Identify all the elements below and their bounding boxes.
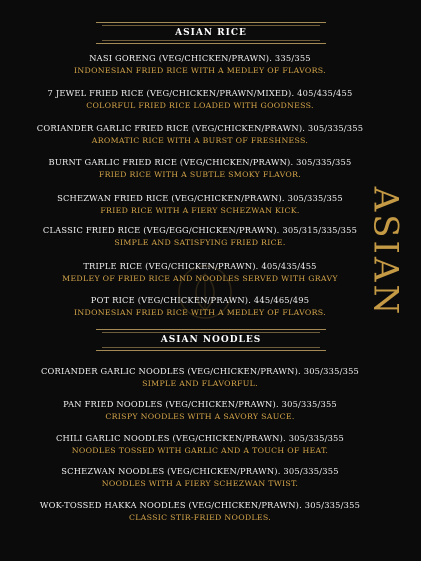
menu-item-name: WOK-TOSSED HAKKA NOODLES (VEG/CHICKEN/PRAWN). 305/335/355 (39, 500, 361, 510)
menu-item (0, 193, 400, 216)
menu-item-name: SCHEZWAN FRIED RICE (VEG/CHICKEN/PRAWN). 305/335/355 (57, 193, 343, 203)
menu-item-description: INDONESIAN FRIED RICE WITH A MEDLEY OF FLAVORS. (74, 308, 326, 317)
menu-item-description: COLORFUL FRIED RICE LOADED WITH GOODNESS. (86, 101, 314, 110)
menu-item (0, 295, 400, 318)
menu-item (0, 261, 400, 284)
menu-item-name: BURNT GARLIC FRIED RICE (VEG/CHICKEN/PRAWN). 305/335/355 (48, 157, 352, 167)
menu-item (0, 399, 400, 422)
menu-item-name: CLASSIC FRIED RICE (VEG/EGG/CHICKEN/PRAWN). 305/315/335/355 (42, 225, 358, 235)
menu-item-name: CORIANDER GARLIC NOODLES (VEG/CHICKEN/PRAWN). 305/335/355 (40, 366, 360, 376)
section-header-asian-rice (96, 22, 326, 44)
menu-item (0, 366, 400, 389)
menu-item-description: CLASSIC STIR-FRIED NOODLES. (128, 513, 272, 522)
menu-item-name: PAN FRIED NOODLES (VEG/CHICKEN/PRAWN). 305/335/355 (63, 399, 337, 409)
menu-item (0, 500, 400, 523)
menu-item-description: SIMPLE AND SATISFYING FRIED RICE. (114, 238, 286, 247)
divider (96, 43, 326, 44)
menu-item (0, 157, 400, 180)
menu-item-name: NASI GORENG (VEG/CHICKEN/PRAWN). 335/355 (89, 53, 311, 63)
menu-item (0, 466, 400, 489)
menu-item (0, 123, 400, 146)
side-title-text: ASIAN (365, 186, 405, 318)
menu-item-name: CHILI GARLIC NOODLES (VEG/CHICKEN/PRAWN). 305/335/355 (55, 433, 345, 443)
menu-item-description: FRIED RICE WITH A FIERY SCHEZWAN KICK. (100, 206, 300, 215)
menu-item-description: NOODLES WITH A FIERY SCHEZWAN TWIST. (101, 479, 299, 488)
divider (96, 350, 326, 351)
menu-item-name: TRIPLE RICE (VEG/CHICKEN/PRAWN). 405/435/455 (83, 261, 317, 271)
section-header-asian-noodles (96, 329, 326, 351)
menu-item-name: 7 JEWEL FRIED RICE (VEG/CHICKEN/PRAWN/MIXED). 405/435/455 (47, 88, 353, 98)
menu-item (0, 433, 400, 456)
menu-item-description: CRISPY NOODLES WITH A SAVORY SAUCE. (105, 412, 295, 421)
side-title (360, 186, 410, 318)
menu-item-description: FRIED RICE WITH A SUBTLE SMOKY FLAVOR. (98, 170, 302, 179)
menu-item (0, 88, 400, 111)
section-title: ASIAN RICE (175, 28, 247, 38)
menu-item-description: INDONESIAN FRIED RICE WITH A MEDLEY OF FLAVORS. (74, 66, 326, 75)
menu-item-description: SIMPLE AND FLAVORFUL. (142, 379, 258, 388)
menu-item-name: POT RICE (VEG/CHICKEN/PRAWN). 445/465/495 (90, 295, 310, 305)
menu-item-name: SCHEZWAN NOODLES (VEG/CHICKEN/PRAWN). 305/335/355 (61, 466, 339, 476)
divider (96, 22, 326, 23)
menu-item (0, 53, 400, 76)
divider (96, 329, 326, 330)
menu-item (0, 225, 400, 248)
section-title: ASIAN NOODLES (160, 335, 262, 345)
menu-item-description: NOODLES TOSSED WITH GARLIC AND A TOUCH OF HEAT. (71, 446, 329, 455)
menu-item-name: CORIANDER GARLIC FRIED RICE (VEG/CHICKEN/PRAWN). 305/335/355 (36, 123, 364, 133)
menu-item-description: MEDLEY OF FRIED RICE AND NOODLES SERVED WITH GRAVY (62, 274, 338, 283)
menu-item-description: AROMATIC RICE WITH A BURST OF FRESHNESS. (91, 136, 309, 145)
